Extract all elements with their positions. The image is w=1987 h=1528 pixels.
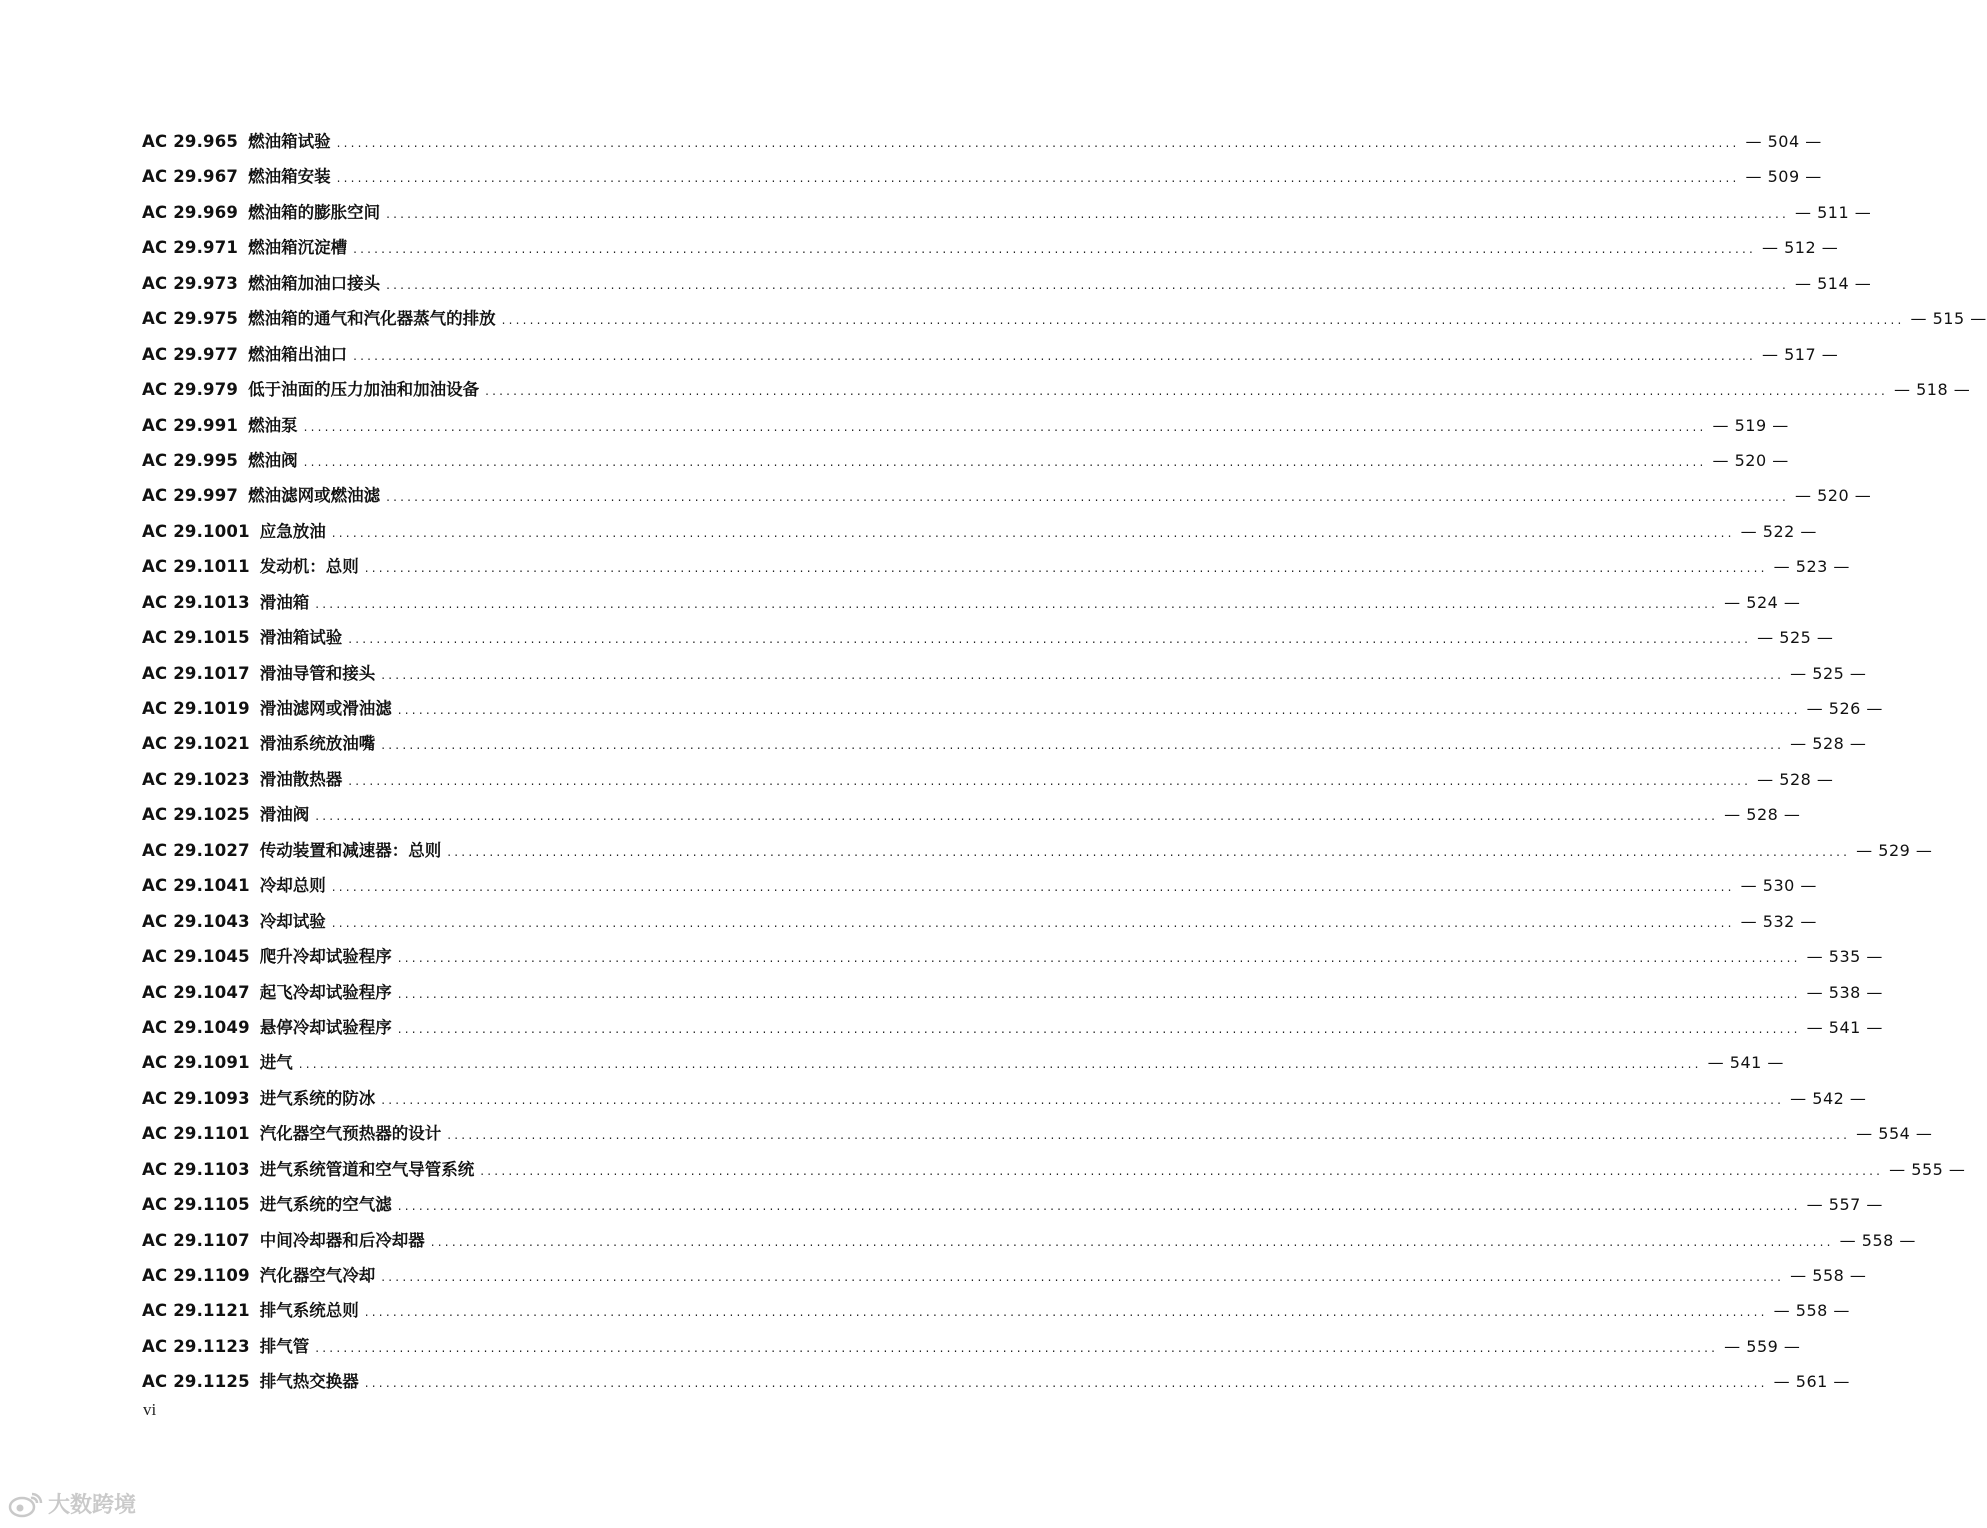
toc-dot-leader: ........................................................................................................................................................................................................ <box>336 171 1740 186</box>
toc-entry-title: 中间冷却器和后冷却器 <box>259 1230 425 1250</box>
toc-entry-title: 燃油箱加油口接头 <box>248 273 381 293</box>
toc-dot-leader: ........................................................................................................................................................................................................ <box>480 1163 1884 1178</box>
toc-entry[interactable] <box>142 726 1867 761</box>
toc-entry-code: AC 29.965 <box>142 132 239 151</box>
toc-dot-leader: ........................................................................................................................................................................................................ <box>303 419 1707 434</box>
toc-entry[interactable] <box>142 585 1801 620</box>
toc-dot-leader: ........................................................................................................................................................................................................ <box>381 667 1785 682</box>
toc-entry-code: AC 29.973 <box>142 273 239 293</box>
toc-entry-title: 冷却试验 <box>259 911 326 931</box>
toc-dot-leader: ........................................................................................................................................................................................................ <box>386 277 1789 292</box>
toc-entry-code: AC 29.1125 <box>142 1372 250 1392</box>
toc-entry-title: 燃油泵 <box>248 415 298 435</box>
toc-dot-leader: ........................................................................................................................................................................................................ <box>298 1057 1702 1072</box>
toc-entry[interactable] <box>142 514 1817 549</box>
toc-entry[interactable] <box>142 1116 1933 1151</box>
toc-entry-page: — 557 — <box>1806 1195 1883 1215</box>
toc-entry-code: AC 29.1041 <box>142 876 250 896</box>
toc-entry-title: 燃油阀 <box>248 450 298 470</box>
toc-dot-leader: ........................................................................................................................................................................................................ <box>331 915 1735 930</box>
toc-entry-page: — 525 — <box>1757 628 1834 648</box>
toc-entry-code: AC 29.1091 <box>142 1053 250 1073</box>
toc-entry-title: 滑油导管和接头 <box>259 663 376 683</box>
toc-entry-code: AC 29.1027 <box>142 840 250 860</box>
toc-entry-title: 滑油箱试验 <box>259 628 343 648</box>
toc-entry-page: — 538 — <box>1806 982 1883 1002</box>
toc-entry[interactable] <box>142 1081 1867 1116</box>
weibo-logo-icon <box>8 1490 44 1518</box>
toc-dot-leader: ........................................................................................................................................................................................................ <box>364 561 1768 576</box>
toc-entry[interactable] <box>142 1010 1883 1045</box>
toc-entry-page: — 558 — <box>1773 1301 1850 1321</box>
toc-entry-code: AC 29.1107 <box>142 1230 250 1250</box>
page-number: vi <box>143 1400 157 1419</box>
toc-entry-code: AC 29.995 <box>142 450 239 470</box>
toc-entry-code: AC 29.1123 <box>142 1336 250 1356</box>
toc-entry-title: 起飞冷却试验程序 <box>259 982 392 1002</box>
toc-entry-title: 燃油箱出油口 <box>248 344 348 364</box>
toc-entry-code: AC 29.1121 <box>142 1301 250 1321</box>
toc-entry-page: — 524 — <box>1724 592 1801 612</box>
toc-entry-page: — 528 — <box>1757 769 1834 789</box>
toc-entry-page: — 541 — <box>1806 1017 1883 1037</box>
toc-entry-page: — 514 — <box>1795 273 1872 293</box>
toc-entry-title: 燃油滤网或燃油滤 <box>248 486 381 506</box>
toc-entry[interactable] <box>142 124 1822 159</box>
toc-entry-code: AC 29.1047 <box>142 982 250 1002</box>
toc-dot-leader: ........................................................................................................................................................................................................ <box>430 1234 1834 1249</box>
toc-dot-leader: ........................................................................................................................................................................................................ <box>447 844 1851 859</box>
toc-entry-title: 滑油系统放油嘴 <box>259 734 376 754</box>
toc-entry-code: AC 29.1093 <box>142 1088 250 1108</box>
toc-entry-page: — 535 — <box>1806 947 1883 967</box>
toc-entry-code: AC 29.979 <box>142 380 239 400</box>
toc-dot-leader: ........................................................................................................................................................................................................ <box>348 632 1752 647</box>
toc-entry-page: — 509 — <box>1745 167 1822 187</box>
toc-entry-title: 滑油箱 <box>259 592 310 612</box>
toc-entry-code: AC 29.977 <box>142 344 239 364</box>
toc-entry[interactable] <box>142 1223 1916 1258</box>
toc-dot-leader: ........................................................................................................................................................................................................ <box>447 1128 1851 1143</box>
toc-dot-leader: ........................................................................................................................................................................................................ <box>331 880 1735 895</box>
toc-entry-title: 燃油箱的通气和汽化器蒸气的排放 <box>248 309 496 329</box>
toc-dot-leader: ........................................................................................................................................................................................................ <box>397 1199 1801 1214</box>
toc-entry-page: — 559 — <box>1724 1336 1801 1356</box>
toc-entry[interactable] <box>142 904 1817 939</box>
toc-entry-title: 传动装置和减速器：总则 <box>259 840 442 860</box>
toc-dot-leader: ........................................................................................................................................................................................................ <box>315 596 1719 611</box>
toc-entry-title: 排气系统总则 <box>259 1301 359 1321</box>
toc-entry-code: AC 29.997 <box>142 486 239 506</box>
toc-entry-page: — 515 — <box>1910 309 1987 329</box>
toc-entry[interactable] <box>142 762 1834 797</box>
toc-entry-code: AC 29.1001 <box>142 521 250 541</box>
toc-entry-title: 燃油箱的膨胀空间 <box>248 202 381 222</box>
toc-dot-leader: ........................................................................................................................................................................................................ <box>386 206 1789 221</box>
toc-entry-code: AC 29.1045 <box>142 947 250 967</box>
toc-dot-leader: ........................................................................................................................................................................................................ <box>381 1092 1785 1107</box>
toc-entry-title: 汽化器空气预热器的设计 <box>259 1124 442 1144</box>
toc-entry[interactable] <box>142 266 1872 301</box>
toc-entry[interactable] <box>142 230 1839 265</box>
toc-entry-code: AC 29.1019 <box>142 699 250 718</box>
toc-entry-title: 发动机：总则 <box>259 557 359 577</box>
toc-dot-leader: ........................................................................................................................................................................................................ <box>303 454 1707 469</box>
toc-entry-page: — 554 — <box>1856 1124 1933 1144</box>
toc-entry-code: AC 29.1043 <box>142 911 250 931</box>
toc-entry-code: AC 29.1109 <box>142 1266 250 1285</box>
toc-dot-leader: ........................................................................................................................................................................................................ <box>364 1305 1768 1320</box>
toc-dot-leader: ........................................................................................................................................................................................................ <box>348 773 1752 788</box>
toc-dot-leader: ........................................................................................................................................................................................................ <box>331 525 1735 540</box>
toc-dot-leader: ........................................................................................................................................................................................................ <box>353 242 1756 257</box>
toc-entry[interactable] <box>142 797 1801 832</box>
toc-entry[interactable] <box>142 408 1789 443</box>
toc-dot-leader: ........................................................................................................................................................................................................ <box>381 1270 1785 1284</box>
toc-entry[interactable] <box>142 975 1883 1010</box>
toc-entry-title: 燃油箱沉淀槽 <box>248 238 348 258</box>
toc-dot-leader: ........................................................................................................................................................................................................ <box>336 136 1740 150</box>
toc-entry-code: AC 29.967 <box>142 167 239 187</box>
toc-entry-title: 进气系统的防冰 <box>259 1088 376 1108</box>
toc-entry[interactable] <box>142 656 1867 691</box>
toc-entry-code: AC 29.1017 <box>142 663 250 683</box>
toc-entry-title: 滑油散热器 <box>259 769 343 789</box>
toc-entry[interactable] <box>142 868 1817 903</box>
toc-entry-page: — 518 — <box>1894 380 1971 400</box>
toc-entry-code: AC 29.1049 <box>142 1017 250 1037</box>
toc-entry-title: 排气热交换器 <box>259 1372 359 1392</box>
toc-dot-leader: ........................................................................................................................................................................................................ <box>315 1340 1719 1355</box>
toc-entry-page: — 517 — <box>1762 344 1839 364</box>
toc-entry-code: AC 29.1013 <box>142 592 250 612</box>
toc-entry-page: — 532 — <box>1740 911 1817 931</box>
toc-entry[interactable] <box>142 337 1839 372</box>
toc-entry-title: 燃油箱安装 <box>248 167 331 187</box>
toc-entry[interactable] <box>142 478 1872 513</box>
toc-entry-title: 滑油滤网或滑油滤 <box>259 699 392 718</box>
toc-entry-code: AC 29.1101 <box>142 1124 250 1144</box>
toc-entry-page: — 522 — <box>1740 521 1817 541</box>
toc-entry-title: 滑油阀 <box>259 805 310 825</box>
toc-entry-code: AC 29.991 <box>142 415 239 435</box>
toc-entry-code: AC 29.1011 <box>142 557 250 577</box>
toc-dot-leader: ........................................................................................................................................................................................................ <box>397 703 1801 717</box>
toc-dot-leader: ........................................................................................................................................................................................................ <box>381 738 1785 753</box>
toc-entry[interactable] <box>142 691 1883 726</box>
toc-entry-title: 应急放油 <box>259 521 326 541</box>
toc-entry-code: AC 29.1105 <box>142 1195 250 1215</box>
toc-dot-leader: ........................................................................................................................................................................................................ <box>364 1376 1768 1391</box>
toc-entry[interactable] <box>142 549 1850 584</box>
toc-entry-title: 低于油面的压力加油和加油设备 <box>248 380 480 400</box>
watermark <box>8 1488 136 1519</box>
toc-dot-leader: ........................................................................................................................................................................................................ <box>501 313 1905 328</box>
toc-entry-page: — 555 — <box>1889 1159 1966 1179</box>
toc-entry-page: — 528 — <box>1790 734 1867 754</box>
toc-entry-title: 排气管 <box>259 1336 310 1356</box>
toc-entry-code: AC 29.1021 <box>142 734 250 754</box>
toc-entry[interactable] <box>142 1187 1883 1222</box>
toc-dot-leader: ........................................................................................................................................................................................................ <box>397 986 1801 1001</box>
toc-entry-page: — 526 — <box>1806 699 1883 718</box>
toc-dot-leader: ........................................................................................................................................................................................................ <box>397 951 1801 966</box>
toc-entry-page: — 519 — <box>1712 415 1789 435</box>
toc-entry-title: 汽化器空气冷却 <box>259 1266 376 1285</box>
toc-entry-page: — 504 — <box>1745 132 1822 151</box>
toc-entry[interactable] <box>142 1329 1801 1364</box>
toc-entry-code: AC 29.1103 <box>142 1159 250 1179</box>
toc-entry-page: — 512 — <box>1762 238 1839 258</box>
toc-entry-page: — 511 — <box>1795 202 1872 222</box>
toc-entry[interactable] <box>142 1293 1850 1328</box>
toc-entry[interactable] <box>142 620 1834 655</box>
toc-entry-page: — 530 — <box>1740 876 1817 896</box>
toc-entry-code: AC 29.971 <box>142 238 239 258</box>
toc-entry-page: — 541 — <box>1707 1053 1784 1073</box>
watermark-text: 大数跨境 <box>48 1493 137 1518</box>
toc-entry[interactable] <box>142 1152 1966 1187</box>
toc-entry-title: 燃油箱试验 <box>248 132 331 151</box>
toc-entry-page: — 529 — <box>1856 840 1933 860</box>
toc-entry-code: AC 29.1025 <box>142 805 250 825</box>
toc-entry-code: AC 29.975 <box>142 309 239 329</box>
toc-entry[interactable] <box>142 833 1933 868</box>
toc-entry-title: 进气 <box>259 1053 293 1073</box>
toc-dot-leader: ........................................................................................................................................................................................................ <box>315 809 1719 824</box>
toc-entry-title: 进气系统管道和空气导管系统 <box>259 1159 475 1179</box>
toc-entry[interactable] <box>142 1045 1784 1080</box>
toc-entry-title: 悬停冷却试验程序 <box>259 1017 392 1037</box>
toc-entry-code: AC 29.1015 <box>142 628 250 648</box>
toc-entry[interactable] <box>142 1258 1867 1293</box>
toc-entry-code: AC 29.969 <box>142 202 239 222</box>
toc-entry[interactable] <box>142 372 1971 407</box>
toc-entry-page: — 528 — <box>1724 805 1801 825</box>
toc-dot-leader: ........................................................................................................................................................................................................ <box>386 490 1789 505</box>
toc-entry-page: — 525 — <box>1790 663 1867 683</box>
table-of-contents <box>142 124 1987 1400</box>
toc-entry-page: — 520 — <box>1795 486 1872 506</box>
toc-dot-leader: ........................................................................................................................................................................................................ <box>397 1021 1801 1036</box>
toc-dot-leader: ........................................................................................................................................................................................................ <box>485 384 1888 399</box>
toc-entry-code: AC 29.1023 <box>142 769 250 789</box>
toc-entry-title: 爬升冷却试验程序 <box>259 947 392 967</box>
toc-entry[interactable] <box>142 159 1822 194</box>
toc-entry[interactable] <box>142 1364 1850 1399</box>
toc-entry-page: — 520 — <box>1712 450 1789 470</box>
toc-entry-page: — 558 — <box>1790 1266 1867 1285</box>
toc-entry[interactable] <box>142 939 1883 974</box>
toc-entry-title: 冷却总则 <box>259 876 326 896</box>
toc-entry[interactable] <box>142 195 1872 230</box>
toc-entry-page: — 561 — <box>1773 1372 1850 1392</box>
toc-entry-page: — 542 — <box>1790 1088 1867 1108</box>
toc-dot-leader: ........................................................................................................................................................................................................ <box>353 348 1756 363</box>
toc-entry-title: 进气系统的空气滤 <box>259 1195 392 1215</box>
toc-entry-page: — 523 — <box>1773 557 1850 577</box>
toc-entry[interactable] <box>142 301 1987 336</box>
toc-entry[interactable] <box>142 443 1789 478</box>
toc-entry-page: — 558 — <box>1839 1230 1916 1250</box>
